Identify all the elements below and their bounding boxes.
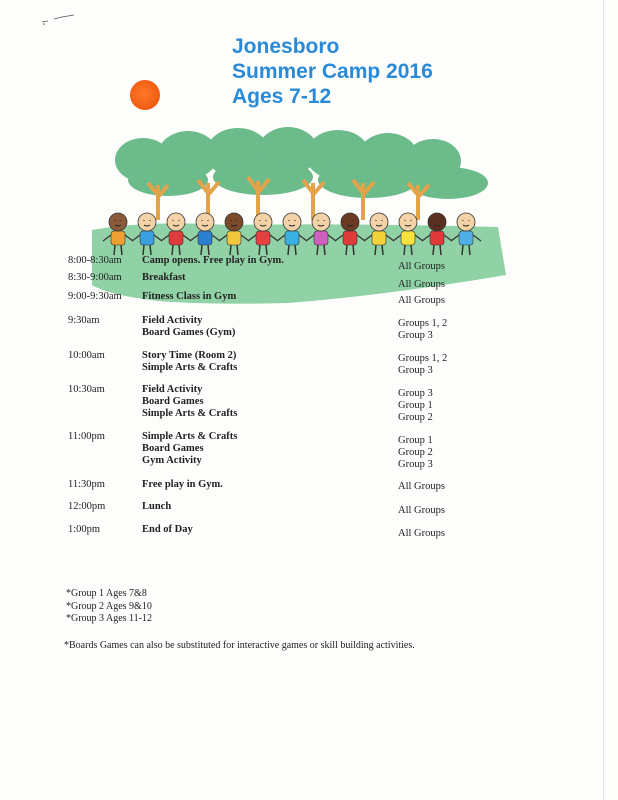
time-cell: 12:00pm — [68, 501, 106, 512]
note-group-3: *Group 3 Ages 11-12 — [66, 613, 153, 624]
activity-line: Board Games — [142, 443, 204, 454]
activity-cell — [142, 272, 186, 284]
activity-cell — [142, 501, 171, 513]
activity-cell — [142, 350, 237, 374]
group-line: All Groups — [398, 481, 445, 492]
activity-cell — [142, 524, 193, 536]
group-line: Group 1 — [398, 400, 433, 411]
time-cell: 9:30am — [68, 315, 100, 326]
activity-line: Board Games — [142, 396, 204, 407]
activity-cell — [142, 384, 237, 420]
groups-cell — [398, 261, 445, 273]
activity-cell — [142, 431, 237, 467]
time-cell: 9:00-9:30am — [68, 291, 122, 302]
activity-cell — [142, 315, 235, 339]
group-line: Group 2 — [398, 412, 433, 423]
activity-line: Breakfast — [142, 272, 186, 283]
activity-cell — [142, 479, 223, 491]
group-line: Group 3 — [398, 330, 433, 341]
groups-cell — [398, 528, 445, 540]
group-line: All Groups — [398, 505, 445, 516]
activity-line: Field Activity — [142, 384, 203, 395]
group-line: Group 2 — [398, 447, 433, 458]
activity-line: Fitness Class in Gym — [142, 291, 237, 302]
time-cell: 1:00pm — [68, 524, 101, 535]
title-line-3: Ages 7-12 — [232, 85, 332, 108]
board-games-footnote: *Boards Games can also be substituted for interactive games or skill building activities. — [64, 640, 415, 651]
groups-cell — [398, 388, 433, 424]
page-title — [232, 34, 433, 109]
group-notes — [66, 588, 152, 626]
group-line: All Groups — [398, 295, 445, 306]
activity-line: Board Games (Gym) — [142, 327, 236, 338]
activity-line: Lunch — [142, 501, 172, 512]
activity-cell — [142, 291, 236, 303]
time-cell: 10:00am — [68, 350, 105, 361]
group-line: Group 3 — [398, 388, 433, 399]
note-group-1: *Group 1 Ages 7&8 — [66, 588, 147, 599]
activity-cell — [142, 255, 284, 267]
sun-icon — [130, 80, 160, 110]
activity-line: Free play in Gym. — [142, 479, 223, 490]
groups-cell — [398, 279, 445, 291]
group-line: Groups 1, 2 — [398, 318, 448, 329]
activity-line: Simple Arts & Crafts — [142, 408, 238, 419]
groups-cell — [398, 481, 445, 493]
time-cell: 8:30-9:00am — [68, 272, 122, 283]
title-line-1: Jonesboro — [232, 35, 340, 58]
groups-cell — [398, 435, 433, 471]
time-cell: 10:30am — [68, 384, 105, 395]
activity-line: Camp opens. Free play in Gym. — [142, 255, 284, 266]
groups-cell — [398, 505, 445, 517]
group-line: All Groups — [398, 528, 445, 539]
time-cell: 11:00pm — [68, 431, 105, 442]
group-line: Groups 1, 2 — [398, 353, 448, 364]
groups-cell — [398, 295, 445, 307]
groups-cell — [398, 353, 447, 377]
activity-line: End of Day — [142, 524, 193, 535]
activity-line: Story Time (Room 2) — [142, 350, 237, 361]
pencil-mark — [40, 12, 80, 26]
note-group-2: *Group 2 Ages 9&10 — [66, 600, 152, 612]
activity-line: Gym Activity — [142, 455, 202, 466]
group-line: Group 3 — [398, 365, 433, 376]
time-cell: 8:00-8:30am — [68, 255, 122, 266]
scan-edge — [603, 0, 604, 800]
group-line: All Groups — [398, 261, 445, 272]
group-line: All Groups — [398, 279, 445, 290]
title-line-2: Summer Camp 2016 — [232, 60, 433, 83]
time-cell: 11:30pm — [68, 479, 105, 490]
activity-line: Simple Arts & Crafts — [142, 362, 238, 373]
group-line: Group 3 — [398, 459, 433, 470]
activity-line: Field Activity — [142, 315, 203, 326]
group-line: Group 1 — [398, 435, 433, 446]
groups-cell — [398, 318, 447, 342]
activity-line: Simple Arts & Crafts — [142, 431, 238, 442]
